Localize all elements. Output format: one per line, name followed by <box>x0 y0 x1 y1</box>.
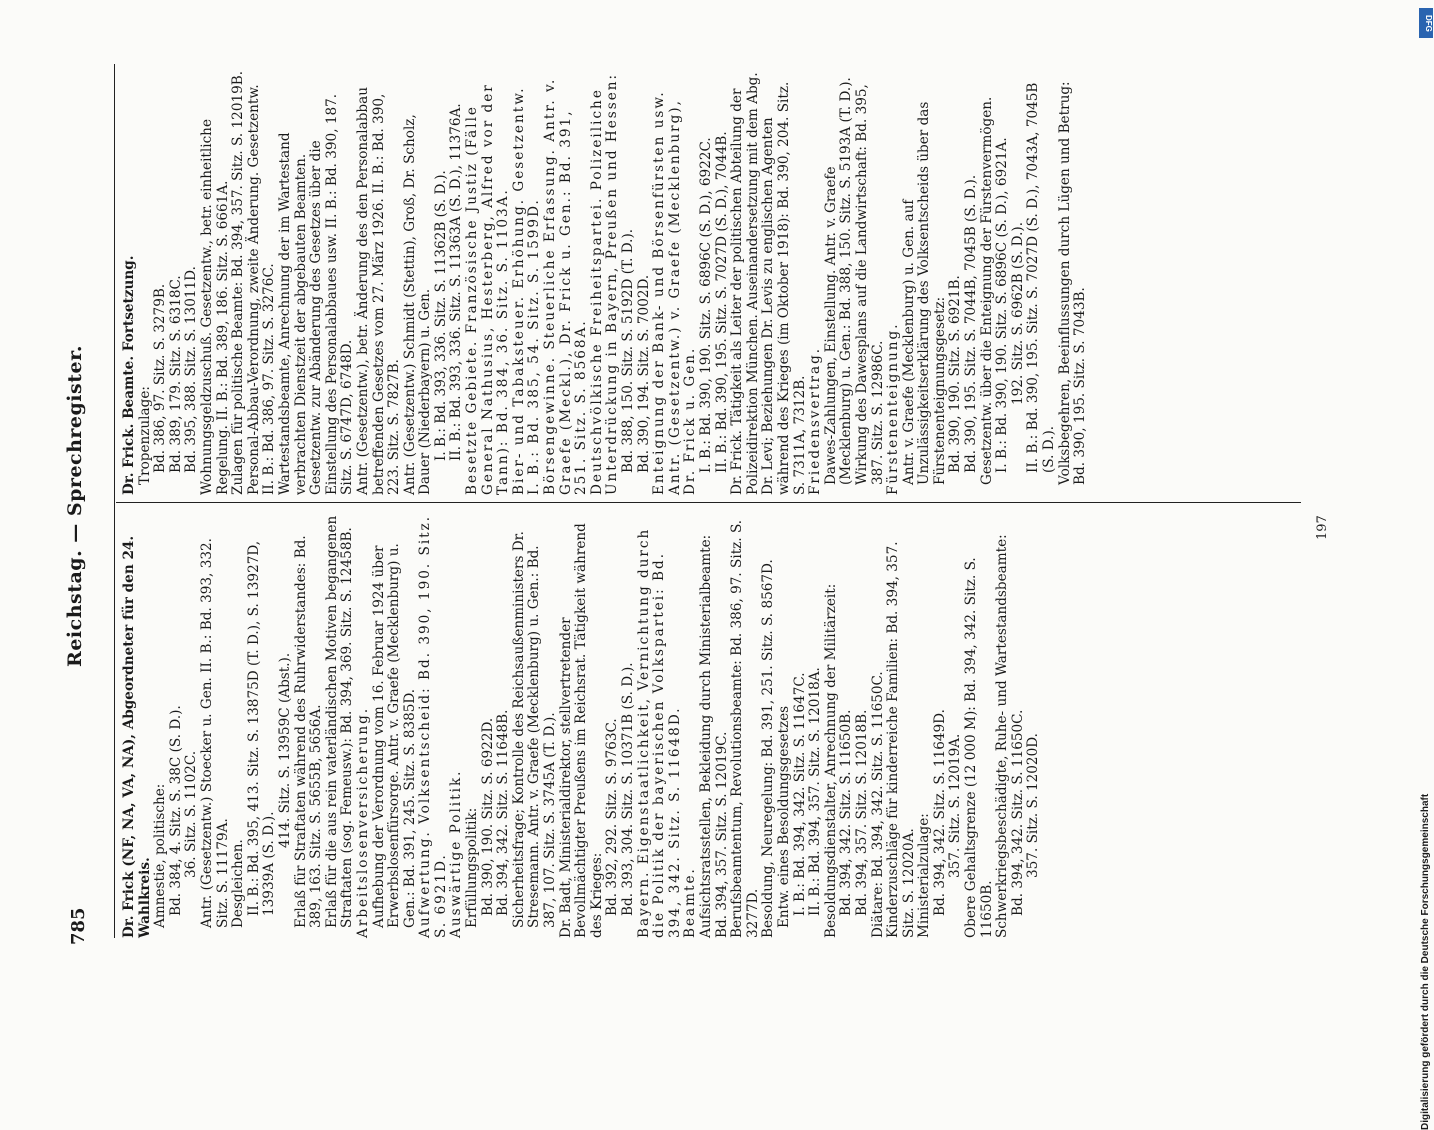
register-entry: Besoldung, Neuregelung: Bd. 391, 251. Sitz. S. 8567D. <box>760 559 777 938</box>
register-entry: Bd. 390, 190. Sitz. S. 6921B. <box>947 275 964 473</box>
register-entry: Börsengewinne. Steuerliche Erfassung. Antr. v. Graefe (Meckl.), Dr. Frick u. Gen.: Bd. 391, 251. Sitz. S. 8568A. <box>542 77 590 495</box>
register-entry: Erlaß für die aus rein vaterländischen Motiven begangenen Straftaten (sog. Femeusw.): Bd. 394, 369. Sitz. S. 12458B. <box>323 515 356 928</box>
register-entry: Bd. 393, 304. Sitz. S. 10371B (S. D.). <box>620 662 636 916</box>
signature-number: 197 <box>1315 515 1330 540</box>
register-entry: Dawes-Zahlungen, Einstellung. Antr. v. Graefe (Mecklenburg) u. Gen.: Bd. 388, 150. Sitz. S. 5193A (T. D.). <box>822 77 855 485</box>
register-entry: 192. Sitz. S. 6962B (S. D.). <box>1009 221 1026 405</box>
column-divider <box>116 502 1301 503</box>
page-number: 785 <box>68 907 89 945</box>
register-entry: II. B.: Bd. 394, 357. Sitz. S. 12018A. <box>807 667 824 916</box>
register-entry: Besoldungsdienstalter, Anrechnung der Militärzeit: <box>822 583 839 938</box>
register-entry: II. B.: Bd. 393, 336. Sitz. S. 11363A (S. D.), 11376A. <box>448 103 465 461</box>
register-entry: Antr. (Gesetzentw.) Stoecker u. Gen. II. B.: Bd. 393, 332. Sitz. S. 11179A. <box>198 538 231 928</box>
register-entry: 357. Sitz. S. 12020D. <box>1025 733 1042 878</box>
register-entry: Bd. 394, 342. Sitz. S. 11650C. <box>1009 709 1026 916</box>
digitization-note: Digitalisierung gefördert durch die Deutsche Forschungsgemeinschaft <box>1420 793 1431 1130</box>
register-entry: 357. Sitz. S. 12019A. <box>947 733 964 878</box>
register-entry: Aufsichtsratsstellen, Bekleidung durch Ministerialbeamte: Bd. 394, 357. Sitz. S. 12019C. <box>697 534 730 938</box>
register-entry: Tropenzulage: <box>136 386 153 485</box>
register-entry: Desgleichen. <box>230 839 247 928</box>
register-entry: Wartestandsbeamte, Anrechnung der im Wartestand verbrachten Dienstzeit der abgebauten Beamten. <box>276 132 309 495</box>
running-head-title: Reichstag. — Sprechregister. <box>64 345 86 667</box>
register-entry: Gesetzentw. zur Abänderung des Gesetzes über die Einstellung des Personalabbaues usw. II. B.: Bd. 390, 187. Sitz. S. 6747D, 6748D. <box>308 93 356 495</box>
digitization-sidebar <box>1420 10 1434 1130</box>
register-entry: Ministerialzulage: <box>916 813 933 938</box>
register-entry: Bd. 386, 97. Sitz. S. 3279B. <box>152 283 169 473</box>
register-entry: Bd. 394, 342. Sitz. S. 11649D. <box>931 709 948 916</box>
register-entry: Wohnungsgeldzuschuß. Gesetzentw., betr. einheitliche Regelung. II. B.: Bd. 389, 186. Sitz. S. 6661A. <box>198 119 231 495</box>
register-entry: Zulagen für politische Beamte: Bd. 394, 357. Sitz. S. 12019B. <box>230 70 247 495</box>
register-entry: Bd. 390, 194. Sitz. S. 7002D. <box>635 274 652 473</box>
register-entry: Bayern. Eigenstaatlichkeit, Vernichtung durch die Politik der bayerischen Volkspartei: Bd. 394, 342. Sitz. S. 11648D. <box>635 527 683 938</box>
register-entry: Wirkung des Dawesplans auf die Landwirtschaft: Bd. 395, 387. Sitz. S. 12986C. <box>853 84 886 485</box>
register-entry: Friedensvertrag. <box>807 346 824 495</box>
right-column <box>122 70 1089 495</box>
register-entry: Aufwertung. Volksentscheid: Bd. 390, 190. Sitz. S. 6921D. <box>417 514 449 938</box>
register-entry: Bier- und Tabaksteuer. Erhöhung. Gesetzentw. I. B.: Bd. 385, 54. Sitz. S. 1599D. <box>510 86 543 495</box>
register-entry: Besetzte Gebiete. Französische Justiz (Fälle General Nathusius, Hesterberg, Alfred vor der Tann): Bd. 384, 36. Sitz. S. 1103A. <box>464 83 512 495</box>
register-entry: Erlaß für Straftaten während des Ruhrwiderstandes: Bd. 389, 163. Sitz. S. 5655B, 5656A. <box>292 535 325 928</box>
register-entry: Obere Gehaltsgrenze (12 000 M): Bd. 394, 342. Sitz. S. 11650B. <box>963 557 995 938</box>
left-column <box>122 513 1042 938</box>
register-entry: Bd. 394, 342. Sitz. S. 11650B. <box>838 709 855 916</box>
register-entry: Sicherheitsfrage; Kontrolle des Reichsaußenministers Dr. Stresemann. Antr. v. Graefe (Mecklenburg) u. Gen.: Bd. 387, 107. Sitz. S. 3745A (T. D.). <box>510 531 559 928</box>
register-entry: Erfüllungspolitik: <box>464 807 481 928</box>
register-entry: Amnestie, politische: <box>152 783 169 928</box>
register-entry: Dr. Frick (NF, NA, VA, NA), Abgeordneter für den 24. Wahlkreis. <box>121 535 153 938</box>
register-entry: Gesetzentw. über die Enteignung der Fürstenvermögen. <box>978 96 995 485</box>
register-entry: Antr. v. Graefe (Mecklenburg) u. Gen. auf Unzulässigkeitserklärung des Volksentscheids über das Fürstenenteignungsgesetz: <box>900 101 948 485</box>
register-entry: II. B.: Bd. 390, 195. Sitz. S. 7027D (S. D.), 7044B. <box>713 131 730 473</box>
register-entry: II. B.: Bd. 395, 413. Sitz. S. 13875D (T. D.), S. 13927D, 13939A (S. D.). <box>245 540 278 916</box>
register-entry: Arbeitslosenversicherung. <box>354 706 371 938</box>
register-entry: Auswärtige Politik. <box>448 769 465 938</box>
register-entry: Antr. (Gesetzentw.) Schmidt (Stettin), Groß, Dr. Scholz, Dauer (Niederbayern) u. Gen. <box>401 114 434 495</box>
header-rule <box>114 64 115 938</box>
register-entry: Bd. 390, 195. Sitz. S. 7044B, 7045B (S. D.). <box>963 174 980 473</box>
register-entry: Schwerkriegsbeschädigte, Ruhe- und Wartestandsbeamte: <box>994 534 1011 938</box>
register-entry: Bd. 388, 150. Sitz. S. 5192D (T. D.). <box>620 228 636 473</box>
register-entry: 414. Sitz. S. 13959C (Abst.). <box>276 652 293 848</box>
running-header <box>62 67 98 945</box>
register-entry: Bd. 392, 292. Sitz. S. 9763C. <box>604 718 621 916</box>
register-entry: Enteignung der Bank- und Börsenfürsten usw. Antr. (Gesetzentw.) v. Graefe (Mecklenburg), Dr. Frick u. Gen. <box>651 90 699 495</box>
register-entry: Beamte. <box>682 867 699 938</box>
register-entry: Personal-Abbau-Verordnung, zweite Änderung. Gesetzentw. II. B.: Bd. 386, 97. Sitz. S. 3276C. <box>245 84 278 495</box>
register-entry: I. B.: Bd. 393, 336. Sitz. S. 11362B (S. D.). <box>432 170 449 461</box>
register-entry: Kinderzuschläge für kinderreiche Familien: Bd. 394, 357. Sitz. S. 12020A. <box>885 541 917 938</box>
register-entry: Bd. 384, 4. Sitz. S. 38C (S. D.). <box>167 705 184 916</box>
register-entry: Berufsbeamtentum, Revolutionsbeamte: Bd. 386, 97. Sitz. S. 3277D. <box>729 519 761 938</box>
register-entry: 36. Sitz. S. 1102C. <box>183 750 200 878</box>
register-entry: I. B.: Bd. 390, 190. Sitz. S. 6896C (S. D.), 6921A. <box>994 137 1011 473</box>
register-entry: II. B.: Bd. 390, 195. Sitz. S. 7027D (S. D.), 7043A, 7045B (S. D.). <box>1025 82 1058 473</box>
register-entry: Entw. eines Besoldungsgesetzes <box>775 705 792 928</box>
register-entry: Antr. (Gesetzentw.), betr. Änderung des den Personalabbau betreffenden Gesetzes vom 27. März 1926. II. B.: Bd. 390, 223. Sitz. S. 7827B. <box>354 87 403 495</box>
dfg-logo: DFG <box>1419 8 1433 38</box>
register-entry: Bd. 389, 179. Sitz. S. 6318C. <box>167 275 184 473</box>
register-entry: Diätare: Bd. 394, 342. Sitz. S. 11650C. <box>869 671 886 938</box>
register-entry: Deutschvölkische Freiheitspartei. Polizeiliche Unterdrückung in Bayern, Preußen und Hessen: <box>588 72 621 495</box>
register-entry: Volksbegehren, Beeinflussungen durch Lügen und Betrug: Bd. 390, 195. Sitz. S. 7043B. <box>1056 81 1089 485</box>
register-entry: Bd. 395, 388. Sitz. S. 13011D. <box>183 266 200 473</box>
register-entry: Aufhebung der Verordnung vom 16. Februar 1924 über Erwerbslosenfürsorge. Antr. v. Graefe (Mecklenburg) u. Gen.: Bd. 391, 245. Sitz. S. 8385D. <box>370 543 418 928</box>
register-entry: Dr. Frick. Tätigkeit als Leiter der politischen Abteilung der Polizeidirektion München. Auseinandersetzung mit dem Abg. Dr. Levi; Beziehungen Dr. Levis zu englischen Agenten während des Krieges (im Oktober 1918): Bd. 390, 204. Sitz. S. 7311A, 7312B. <box>729 72 808 495</box>
register-entry: Bd. 390, 190. Sitz. S. 6922D. <box>479 717 496 916</box>
register-entry: Dr. Frick. Beamte. Fortsetzung. <box>121 255 137 495</box>
register-entry: Bd. 394, 342. Sitz. S. 11648B. <box>495 709 512 916</box>
register-entry: Dr. Badt, Ministerialdirektor, stellvertretender Bevollmächtigter Preußens im Reichsrat. Tätigkeit während des Krieges: <box>557 523 605 938</box>
register-entry: Bd. 394, 357. Sitz. S. 12018B. <box>853 709 870 916</box>
register-entry: I. B.: Bd. 394, 342. Sitz. S. 11647C. <box>791 672 808 916</box>
register-entry: Fürstenenteignung. <box>885 322 902 495</box>
register-entry: I. B.: Bd. 390, 190. Sitz. S. 6896C (S. D.), 6922C. <box>697 137 714 473</box>
